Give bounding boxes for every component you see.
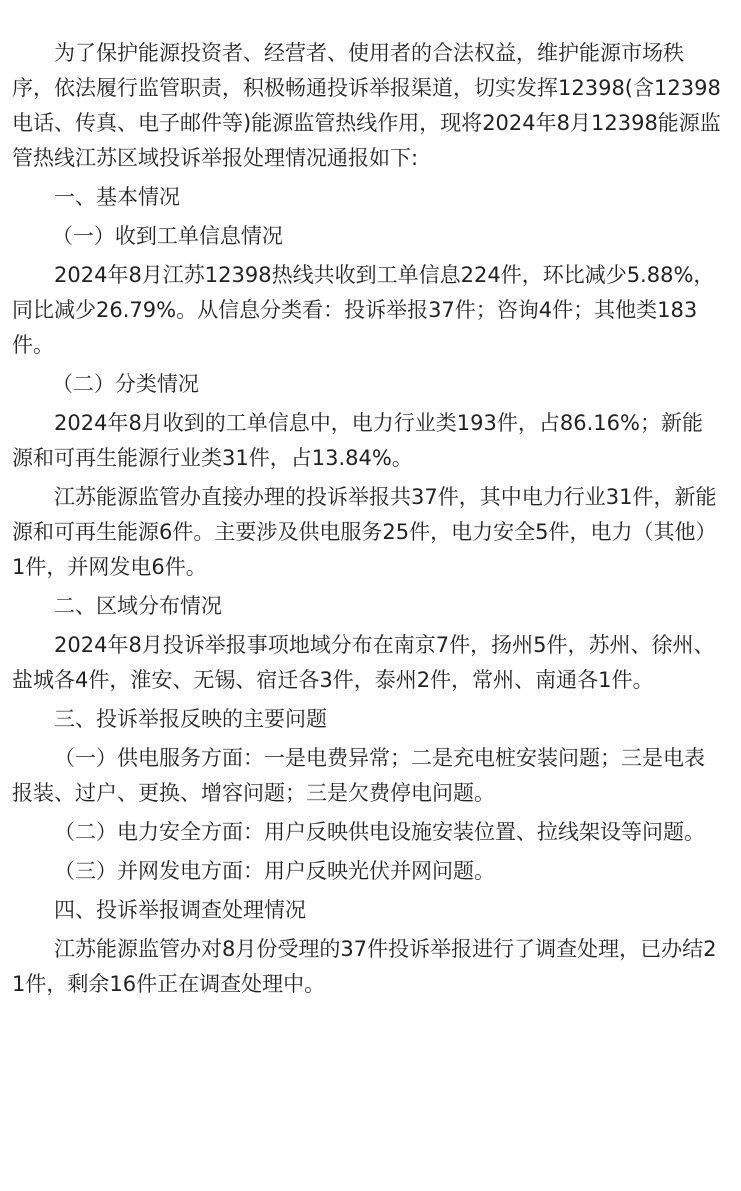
section-3-item-2: （二）电力安全方面：用户反映供电设施安装位置、拉线架设等问题。 [54, 820, 705, 844]
section-1-sub-1-title: （一）收到工单信息情况 [51, 224, 283, 248]
section-2-title: 二、区域分布情况 [54, 594, 222, 618]
section-1-sub-2-text-1: 2024年8月收到的工单信息中，电力行业类193件，占86.16%；新能源和可再生能源行业类31件，占13.84%。 [12, 411, 703, 470]
section-1-sub-2-text-2: 江苏能源监管办直接办理的投诉举报共37件，其中电力行业31件，新能源和可再生能源6件。主要涉及供电服务25件，电力安全5件，电力（其他）1件，并网发电6件。 [12, 485, 717, 579]
section-4-text: 江苏能源监管办对8月份受理的37件投诉举报进行了调查处理，已办结21件，剩余16件正在调查处理中。 [12, 937, 717, 996]
section-4-title: 四、投诉举报调查处理情况 [54, 898, 306, 922]
section-3-title: 三、投诉举报反映的主要问题 [54, 707, 327, 731]
section-1-title: 一、基本情况 [54, 185, 180, 209]
section-3-item-1: （一）供电服务方面：一是电费异常；二是充电桩安装问题；三是电表报装、过户、更换、增容问题；三是欠费停电问题。 [12, 746, 705, 805]
intro-paragraph: 为了保护能源投资者、经营者、使用者的合法权益，维护能源市场秩序，依法履行监管职责，积极畅通投诉举报渠道，切实发挥12398(含12398电话、传真、电子邮件等)能源监管热线作用，现将2024年8月12398能源监管热线江苏区域投诉举报处理情况通报如下: [12, 41, 721, 170]
section-1-sub-2-title: （二）分类情况 [51, 372, 199, 396]
section-2-text: 2024年8月投诉举报事项地域分布在南京7件，扬州5件，苏州、徐州、盐城各4件，淮安、无锡、宿迁各3件，泰州2件，常州、南通各1件。 [12, 633, 715, 692]
section-1-sub-1-text: 2024年8月江苏12398热线共收到工单信息224件，环比减少5.88%，同比减少26.79%。从信息分类看：投诉举报37件；咨询4件；其他类183件。 [12, 263, 715, 357]
section-3-item-3: （三）并网发电方面：用户反映光伏并网问题。 [54, 859, 495, 883]
